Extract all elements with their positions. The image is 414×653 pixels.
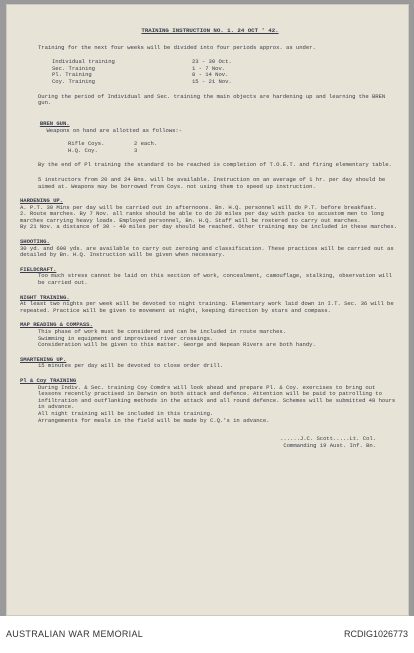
pl-coy-text-2: All night training will be included in this training. (38, 409, 214, 417)
night-text: At least two nights per week will be devoted to night training. Elementary work laid down in I.T. Sec. 36 will be repeated. Practice will be given to movement at night, keeping direction by stars and compass. (20, 300, 397, 314)
schedule-dates: 8 - 14 Nov. (192, 71, 229, 79)
bren-paragraph-1: By the end of Pl training the standard to be reached is completion of T.O.E.T. and firing elementary table. (38, 161, 392, 169)
map-text-1: This phase of work must be considered and can be included in route marches. (38, 328, 287, 335)
paper-page (6, 4, 409, 616)
hardening-b: 2. Route marches. By 7 Nov. all ranks should be able to do 20 miles per day with packs to accustom men to long marches carrying heavy loads. Employed personnel, Bn. H.Q. Staff will be rostered to carry out marches. (20, 210, 388, 224)
footer-bar (0, 616, 414, 653)
section-heading: Pl & Coy TRAINING (20, 376, 77, 384)
bren-weapons-intro: Weapons on hand are allotted as follows:- (46, 126, 183, 134)
pl-coy-text-3: Arrangements for meals in the field will be made by C.Q.'s in advance. (38, 416, 270, 424)
schedule-dates: 1 - 7 Nov. (192, 64, 226, 72)
section-heading: NIGHT TRAINING. (20, 293, 70, 301)
weapon-unit: H.Q. Coy. (68, 146, 98, 154)
section-heading: MAP READING & COMPASS. (20, 321, 93, 329)
weapon-qty: 2 each. (134, 140, 158, 148)
training-schedule-table (52, 59, 232, 85)
smartening-text: 15 minutes per day will be devoted to close order drill. (38, 362, 224, 370)
pl-coy-text-1: During Indiv. & Sec. training Coy Comdrs will look ahead and prepare Pl. & Coy. exercises to bring out lessons recently practised in Darwin on both attack and defence. Attention will be paid to patrolling to infiltration and outflanking methods in the attack and all round defence. Schemes will be submitted 48 hours in advance. (38, 383, 399, 411)
hardening-c: By 21 Nov. a distance of 30 - 40 miles per day should be reached. Other training may be included in these marches. (20, 223, 397, 231)
map-text-2: Swimming in equipment and improvised river crossings. (38, 334, 214, 342)
hardening-a: A. P.T. 30 Mins per day will be carried out in afternoons. Bn. H.Q. personnel will do P.T. before breakfast. (20, 203, 378, 211)
footer-institution: AUSTRALIAN WAR MEMORIAL (6, 629, 144, 639)
signature-name: ......J.C. Scott.....Lt. Col. (280, 435, 376, 443)
footer-record-id: RCDIG1026773 (343, 629, 408, 639)
section-heading: HARDENING UP. (20, 197, 63, 205)
bren-section (20, 115, 400, 141)
fieldcraft-text: Too much stress cannot be laid on this section of work, concealment, camouflage, stalking, observation will be carried out. (38, 272, 396, 287)
bren-paragraph-2: 5 instructors from 20 and 24 Bns. will be available. Instruction on an average of 1 hr. per day should be aimed at. Weapons may be borrowed from Coys. not using them to speed up instruction. (38, 175, 389, 190)
weapon-qty: 3 (134, 146, 138, 154)
weapons-table (68, 141, 157, 154)
document-body (20, 28, 400, 449)
table-row (68, 148, 157, 155)
weapon-unit: Rifle Coys. (68, 140, 105, 148)
section-heading: BREN GUN. (39, 120, 70, 128)
section-heading: SMARTENING UP. (20, 355, 67, 363)
schedule-label: Coy. Training (52, 77, 95, 85)
schedule-dates: 15 - 21 Nov. (192, 77, 232, 85)
schedule-label: Pl. Training (52, 71, 92, 79)
map-text-3: Consideration will be given to this matter. George and Nepean Rivers are both handy. (38, 341, 316, 349)
period-note: During the period of Individual and Sec. training the main objects are hardening up and learning the BREN gun. (38, 92, 389, 107)
signature-role: Commanding 19 Aust. Inf. Bn. (283, 441, 376, 449)
section-heading: SHOOTING. (20, 238, 50, 246)
document-title: TRAINING INSTRUCTION NO. 1. 24 OCT ' 42. (141, 27, 279, 34)
schedule-label: Sec. Training (52, 64, 95, 72)
schedule-label: Individual training (52, 58, 115, 66)
intro-text: Training for the next four weeks will be divided into four periods approx. as under. (38, 43, 316, 51)
table-row (52, 79, 232, 86)
section-heading: FIELDCRAFT. (20, 265, 57, 273)
shooting-text: 30 yd. and 600 yds. are available to carry out zeroing and classification. These practices will be carried out as detailed by Bn. H.Q. Instruction will be given when necessary. (20, 244, 397, 259)
schedule-dates: 23 - 30 Oct. (192, 58, 232, 66)
